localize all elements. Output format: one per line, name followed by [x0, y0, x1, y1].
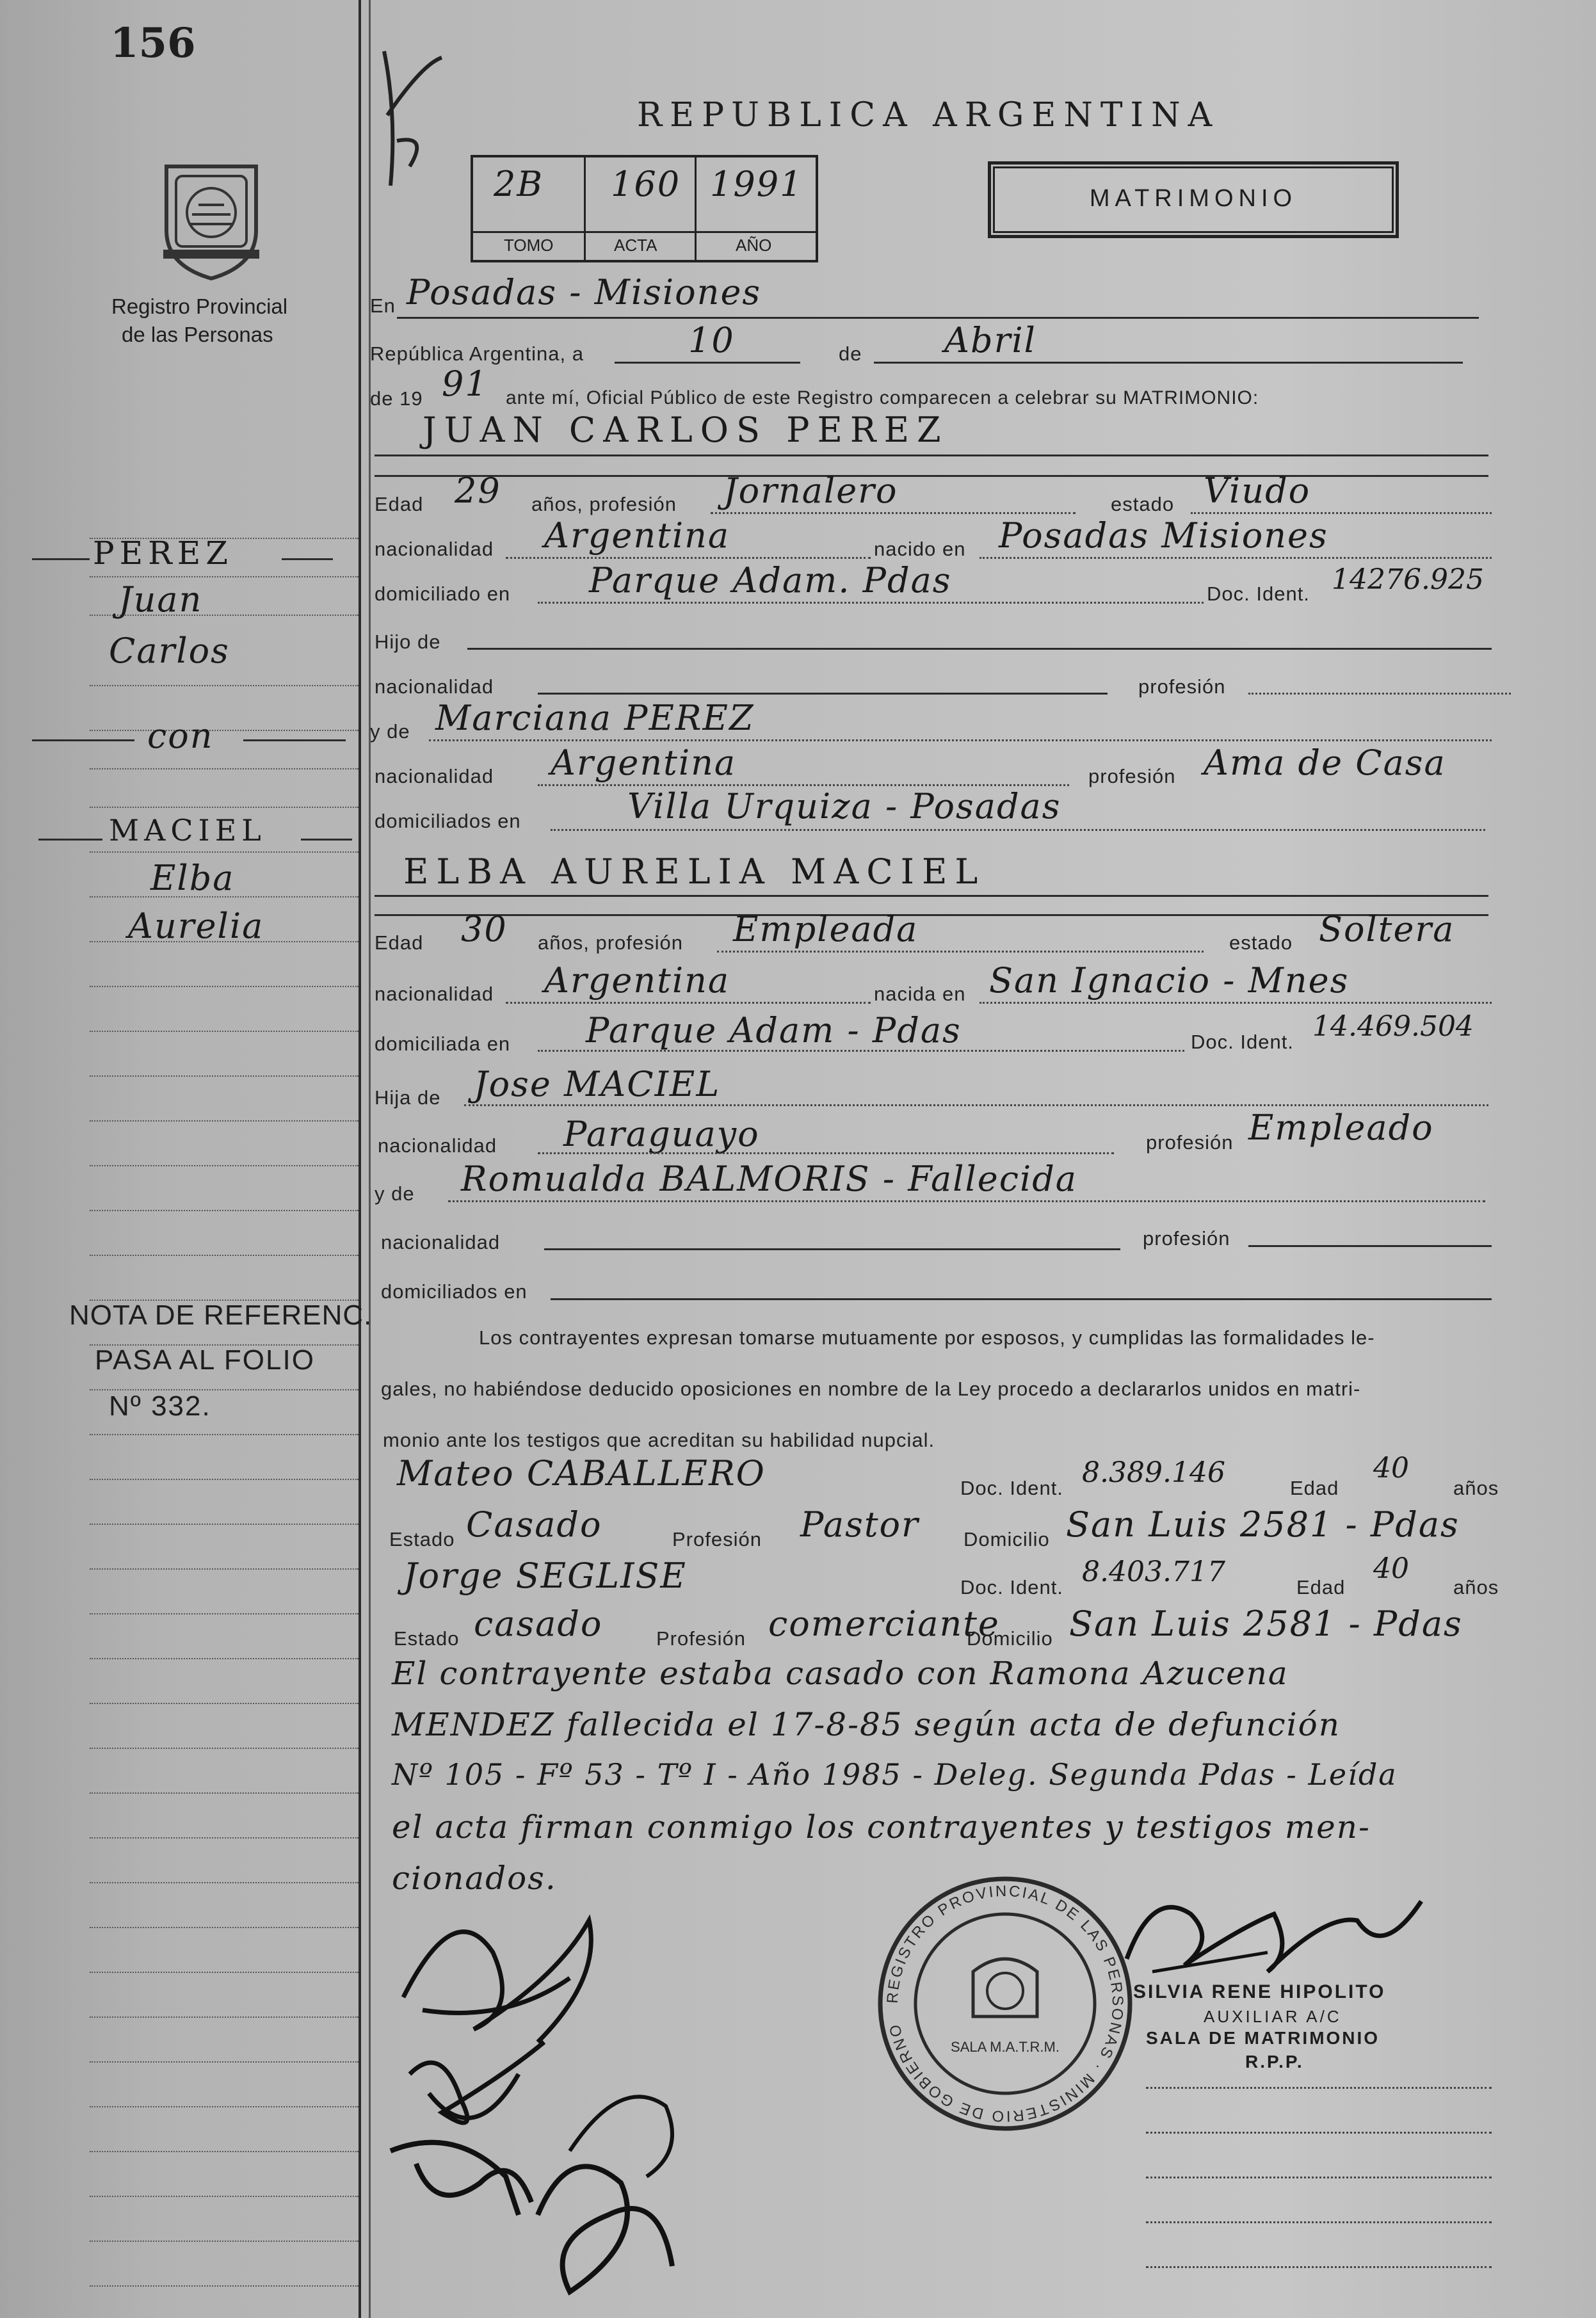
place-value: Posadas - Misiones	[407, 272, 762, 312]
bride-madre-nac-label: nacionalidad	[381, 1231, 501, 1253]
margin-rule	[90, 851, 359, 853]
acta-label: ACTA	[614, 236, 657, 255]
bottom-rule	[1146, 2177, 1492, 2178]
acta-value: 160	[611, 164, 681, 204]
witness1-profesion-label: Profesión	[672, 1528, 762, 1550]
month-line	[874, 362, 1463, 364]
bride-padre-line	[464, 1104, 1488, 1106]
seal-inner-text: SALA M.A.T.R.M.	[951, 2039, 1060, 2055]
bride-doc: 14.469.504	[1312, 1010, 1474, 1043]
margin-rule	[90, 2106, 359, 2107]
index-name-bride-1: Elba	[150, 858, 235, 898]
bottom-rule	[1146, 2087, 1492, 2089]
groom-padres-domicilio: Villa Urquiza - Posadas	[627, 786, 1061, 826]
witness1-estado: Casado	[466, 1504, 602, 1545]
official-signature-icon	[1114, 1876, 1447, 1991]
bride-estado: Soltera	[1319, 909, 1455, 949]
index-dash	[243, 739, 346, 741]
witness2-profesion: comerciante	[768, 1604, 1000, 1644]
margin-rule	[90, 2061, 359, 2063]
groom-padre-nac-label: nacionalidad	[375, 675, 494, 698]
bride-madre-line	[448, 1200, 1485, 1202]
index-dash	[32, 558, 90, 560]
bride-padre-prof-label: profesión	[1146, 1131, 1234, 1154]
tomo-acta-box	[471, 155, 818, 262]
comparecen-text: ante mí, Oficial Público de este Registro comparecen a celebrar su MATRIMONIO:	[506, 387, 1259, 408]
year-prefix: de 19	[370, 387, 423, 410]
index-name-groom-1: Juan	[118, 579, 203, 620]
official-stamp-line1: SILVIA RENE HIPOLITO	[1133, 1981, 1386, 2002]
witness2-doc: 8.403.717	[1082, 1556, 1225, 1588]
ano-label: AÑO	[736, 236, 772, 255]
groom-nacido-en: Posadas Misiones	[999, 515, 1328, 556]
margin-note-line1: NOTA DE REFERENC.	[69, 1300, 373, 1331]
official-stamp-line2: AUXILIAR A/C	[1204, 2007, 1342, 2026]
witness1-doc-label: Doc. Ident.	[960, 1477, 1063, 1499]
index-dash	[282, 558, 333, 560]
groom-estado-label: estado	[1111, 493, 1175, 515]
bride-padre-nac-label: nacionalidad	[378, 1134, 497, 1157]
margin-rule	[90, 1837, 359, 1839]
margin-note-line3: Nº 332.	[109, 1390, 211, 1422]
index-dash	[38, 839, 102, 841]
margin-rule	[90, 2241, 359, 2242]
bride-padre: Jose MACIEL	[474, 1064, 721, 1104]
margin-rule	[90, 2151, 359, 2152]
republica-label: República Argentina, a	[370, 342, 584, 365]
witness1-anos-label: años	[1453, 1477, 1499, 1499]
groom-name-line	[375, 455, 1488, 456]
month-value: Abril	[944, 320, 1036, 360]
witness1-domicilio: San Luis 2581 - Pdas	[1066, 1504, 1460, 1545]
bride-doc-label: Doc. Ident.	[1191, 1031, 1294, 1053]
witness2-profesion-label: Profesión	[656, 1627, 746, 1650]
groom-profesion-line	[711, 512, 1076, 514]
bride-name-line	[375, 895, 1488, 897]
bride-dom-line	[538, 1050, 1184, 1052]
margin-rule	[90, 1972, 359, 1973]
witness1-doc: 8.389.146	[1082, 1456, 1225, 1489]
index-surname-groom: PEREZ	[93, 535, 234, 572]
notes-line2: MENDEZ fallecida el 17-8-85 según acta de defunción	[392, 1706, 1341, 1743]
groom-dom-line	[538, 602, 1204, 604]
groom-edad-label: Edad	[375, 493, 424, 515]
bride-full-name: ELBA AURELIA MACIEL	[403, 851, 986, 892]
margin-rule	[90, 1792, 359, 1794]
bride-padres-dom-line	[551, 1298, 1492, 1300]
index-dash	[32, 739, 134, 741]
margin-rule	[90, 768, 359, 769]
bride-edad: 30	[461, 909, 508, 949]
bride-padre-nac: Paraguayo	[563, 1114, 760, 1154]
bottom-rule	[1146, 2132, 1492, 2134]
witness2-edad: 40	[1373, 1552, 1409, 1585]
notes-line5: cionados.	[392, 1860, 557, 1897]
groom-madre-nac-label: nacionalidad	[375, 765, 494, 787]
groom-hijo-de-label: Hijo de	[375, 631, 441, 653]
groom-estado: Viudo	[1204, 471, 1311, 511]
margin-rule	[90, 1031, 359, 1032]
groom-madre-prof: Ama de Casa	[1204, 743, 1446, 783]
margin-rule	[90, 1748, 359, 1749]
margin-rule	[90, 1613, 359, 1614]
bride-nac-line	[506, 1002, 871, 1004]
witness1-estado-label: Estado	[389, 1528, 455, 1550]
witness2-name: Jorge SEGLISE	[403, 1556, 687, 1596]
margin-note-line2: PASA AL FOLIO	[95, 1344, 315, 1376]
flourish-initial-icon	[371, 38, 467, 198]
bride-madre-prof-label: profesión	[1143, 1227, 1230, 1250]
day-value: 10	[688, 320, 735, 360]
bride-y-de-label: y de	[375, 1182, 415, 1205]
official-stamp-line4: R.P.P.	[1245, 2052, 1304, 2072]
margin-rule	[90, 1703, 359, 1704]
groom-padres-dom-line	[551, 829, 1485, 831]
declaration-line3: monio ante los testigos que acreditan su habilidad nupcial.	[383, 1429, 935, 1451]
bride-nacida-label: nacida en	[874, 983, 966, 1005]
groom-nacido-line	[979, 557, 1492, 559]
bride-domiciliados-label: domiciliados en	[381, 1280, 528, 1303]
act-type-box	[988, 161, 1399, 238]
witness1-edad-label: Edad	[1290, 1477, 1339, 1499]
notes-line3: Nº 105 - Fº 53 - Tº I - Año 1985 - Deleg. Segunda Pdas - Leída	[392, 1757, 1398, 1792]
bride-estado-label: estado	[1229, 931, 1293, 954]
margin-rule	[90, 1927, 359, 1928]
tomo-label: TOMO	[504, 236, 554, 255]
groom-madre-line	[429, 739, 1492, 741]
groom-padre-prof-line	[1248, 693, 1511, 695]
bride-profesion-line	[717, 951, 1204, 953]
seal-outer-text: REGISTRO PROVINCIAL DE LAS PERSONAS · MINISTERIO DE GOBIERNO	[883, 1882, 1127, 2125]
bottom-rule	[1146, 2221, 1492, 2223]
groom-domiciliado-label: domiciliado en	[375, 583, 511, 605]
bride-nacida-line	[979, 1002, 1492, 1004]
registry-name-line1: Registro Provincial	[111, 294, 288, 318]
official-seal-icon	[871, 1869, 1140, 2138]
margin-rule	[90, 807, 359, 808]
bride-nacida-en: San Ignacio - Mnes	[989, 960, 1350, 1001]
margin-rule	[90, 1075, 359, 1077]
groom-padre-nac-line	[538, 693, 1108, 695]
registry-emblem-icon	[154, 154, 269, 282]
witness1-edad: 40	[1373, 1452, 1409, 1485]
tomo-value: 2B	[494, 164, 544, 204]
index-dash	[301, 839, 352, 841]
registry-name-line2: de las Personas	[122, 323, 273, 346]
margin-rule	[90, 2285, 359, 2287]
groom-domiciliados-label: domiciliados en	[375, 810, 521, 832]
bride-madre: Romualda BALMORIS - Fallecida	[461, 1159, 1077, 1199]
margin-rule	[90, 1568, 359, 1570]
bride-madre-nac-line	[544, 1248, 1120, 1250]
groom-madre-nac: Argentina	[551, 743, 737, 783]
groom-doc-label: Doc. Ident.	[1207, 583, 1310, 605]
day-line	[615, 362, 800, 364]
bride-profesion: Empleada	[733, 909, 919, 949]
groom-nacionalidad: Argentina	[544, 515, 730, 556]
witness1-domicilio-label: Domicilio	[963, 1528, 1050, 1550]
ano-value: 1991	[710, 164, 803, 204]
margin-rule	[90, 1524, 359, 1525]
groom-domicilio: Parque Adam. Pdas	[589, 560, 952, 600]
index-surname-bride: MACIEL	[109, 813, 266, 848]
page-number: 156	[110, 19, 196, 67]
bride-edad-label: Edad	[375, 931, 424, 954]
margin-rule	[90, 1120, 359, 1122]
groom-padre-prof-label: profesión	[1138, 675, 1226, 698]
bride-padre-nac-line	[538, 1152, 1114, 1154]
groom-anos-profesion-label: años, profesión	[531, 493, 677, 515]
act-type-label: MATRIMONIO	[1089, 185, 1298, 212]
margin-rule	[90, 2016, 359, 2018]
witness2-domicilio: San Luis 2581 - Pdas	[1069, 1604, 1463, 1644]
witness2-estado-label: Estado	[394, 1627, 460, 1650]
groom-full-name: JUAN CARLOS PEREZ	[423, 410, 949, 450]
margin-rule	[90, 1658, 359, 1659]
bride-anos-profesion-label: años, profesión	[538, 931, 683, 954]
bride-nacionalidad-label: nacionalidad	[375, 983, 494, 1005]
margin-rule	[90, 576, 359, 577]
index-con: con	[147, 716, 214, 756]
witness2-domicilio-label: Domicilio	[967, 1627, 1053, 1650]
notes-line4: el acta firman conmigo los contrayentes y testigos men-	[392, 1808, 1371, 1846]
groom-madre-prof-label: profesión	[1088, 765, 1176, 787]
place-line	[397, 317, 1479, 319]
country-title: REPUBLICA ARGENTINA	[637, 96, 1220, 134]
notes-line1: El contrayente estaba casado con Ramona Azucena	[392, 1655, 1289, 1692]
witness2-doc-label: Doc. Ident.	[960, 1576, 1063, 1598]
groom-doc: 14276.925	[1332, 563, 1484, 596]
groom-profesion: Jornalero	[723, 471, 898, 511]
bride-hija-de-label: Hija de	[375, 1086, 441, 1109]
margin-rule	[90, 1479, 359, 1480]
groom-nac-line	[506, 557, 871, 559]
official-stamp-line3: SALA DE MATRIMONIO	[1146, 2028, 1380, 2048]
margin-rule	[90, 1434, 359, 1435]
margin-rule	[90, 730, 359, 731]
groom-nacionalidad-label: nacionalidad	[375, 538, 494, 560]
declaration-line1: Los contrayentes expresan tomarse mutuamente por esposos, y cumplidas las formalidades le-	[479, 1326, 1375, 1349]
index-name-bride-2: Aurelia	[128, 906, 264, 946]
en-label: En	[370, 294, 396, 317]
margin-rule	[90, 986, 359, 987]
signatures-left-icon	[378, 1882, 736, 2305]
groom-estado-line	[1191, 512, 1492, 514]
year-suffix: 91	[442, 364, 488, 404]
margin-rule	[90, 1882, 359, 1883]
bottom-rule	[1146, 2266, 1492, 2268]
section-rule	[375, 475, 1488, 477]
de-label: de	[839, 342, 862, 365]
groom-edad: 29	[455, 471, 501, 511]
margin-rule	[90, 1255, 359, 1256]
groom-madre: Marciana PEREZ	[435, 698, 755, 738]
witness1-name: Mateo CABALLERO	[397, 1453, 766, 1493]
witness2-estado: casado	[474, 1604, 603, 1644]
margin-line-left	[359, 0, 361, 2318]
groom-y-de-label: y de	[370, 720, 410, 743]
margin-rule	[90, 2196, 359, 2197]
bride-domiciliada-label: domiciliada en	[375, 1033, 511, 1055]
margin-rule	[90, 685, 359, 686]
witness2-anos-label: años	[1453, 1576, 1499, 1598]
index-name-groom-2: Carlos	[109, 631, 230, 671]
svg-text:REGISTRO PROVINCIAL DE LAS PER	[884, 1883, 1126, 2125]
margin-rule	[90, 1210, 359, 1211]
witness2-edad-label: Edad	[1296, 1576, 1346, 1598]
bride-padre-prof: Empleado	[1248, 1107, 1434, 1148]
margin-rule	[90, 1165, 359, 1166]
witness1-profesion: Pastor	[800, 1504, 919, 1545]
declaration-line2: gales, no habiéndose deducido oposiciones en nombre de la Ley procedo a declararlos unidos en matri-	[381, 1378, 1361, 1400]
groom-padre-line	[467, 648, 1492, 650]
bride-domicilio: Parque Adam - Pdas	[586, 1010, 962, 1050]
bride-nacionalidad: Argentina	[544, 960, 730, 1001]
groom-nacido-label: nacido en	[874, 538, 966, 560]
bride-madre-prof-line	[1248, 1245, 1492, 1247]
